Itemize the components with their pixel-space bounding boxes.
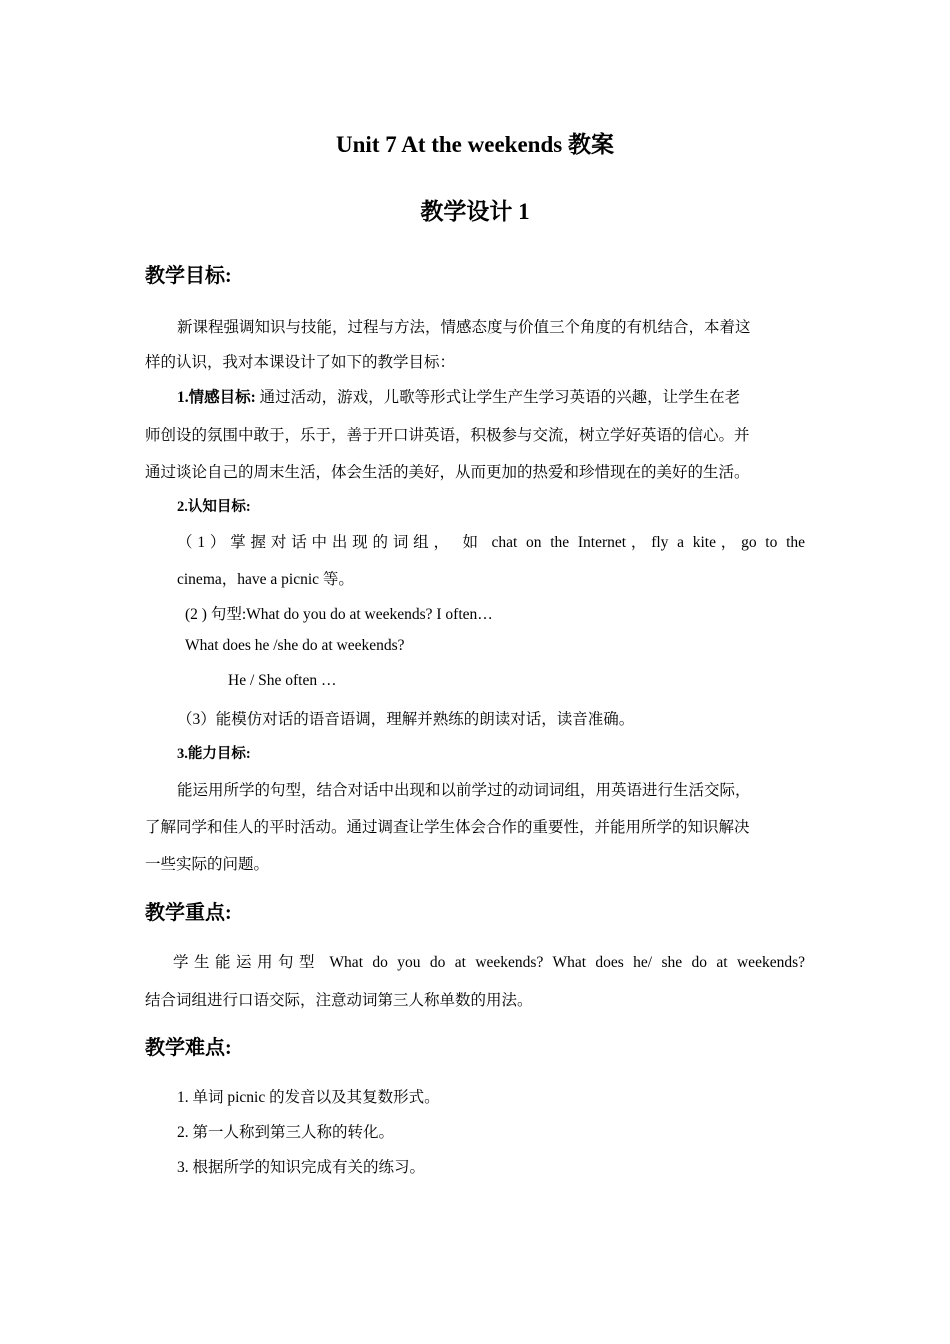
goal2-item1-line1: （1）掌握对话中出现的词组， 如 chat on the Internet，fly a kite，go to the [177, 534, 805, 551]
paragraph-line: cinema，have a picnic 等。 [177, 571, 354, 588]
list-item: 2. 第一人称到第三人称的转化。 [177, 1124, 395, 1141]
paragraph-line: 了解同学和佳人的平时活动。通过调查让学生体会合作的重要性，并能用所学的知识解决 [145, 819, 750, 836]
goal1-label: 1.情感目标: [177, 389, 256, 406]
paragraph-line: 能运用所学的句型，结合对话中出现和以前学过的动词词组，用英语进行生活交际， [177, 782, 751, 799]
paragraph-line [173, 950, 805, 972]
paragraph-line: （3）能模仿对话的语音语调，理解并熟练的朗读对话，读音准确。 [177, 711, 635, 728]
paragraph-line [177, 530, 805, 552]
goal2-label: 2.认知目标: [177, 499, 251, 515]
section-heading-objectives: 教学目标: [145, 265, 232, 287]
paragraph-line: 一些实际的问题。 [145, 856, 270, 873]
paragraph-line: What does he /she do at weekends? [185, 637, 405, 654]
key-points-line1: 学生能运用句型 What do you do at weekends? What does he/ she do at weekends? [173, 954, 805, 971]
list-item: 3. 根据所学的知识完成有关的练习。 [177, 1159, 426, 1176]
paragraph-line: 新课程强调知识与技能，过程与方法，情感态度与价值三个角度的有机结合，本着这 [177, 319, 751, 336]
goal1-text: 通过活动，游戏，儿歌等形式让学生产生学习英语的兴趣，让学生在老 [255, 389, 741, 406]
goal3-label: 3.能力目标: [177, 746, 251, 762]
paragraph-line: 师创设的氛围中敢于，乐于，善于开口讲英语，积极参与交流，树立学好英语的信心。并 [145, 427, 750, 444]
paragraph-line: 样的认识，我对本课设计了如下的教学目标： [145, 354, 456, 371]
paragraph-line: 结合词组进行口语交际，注意动词第三人称单数的用法。 [145, 992, 533, 1009]
section-heading-difficulties: 教学难点: [145, 1037, 232, 1059]
section-heading-key-points: 教学重点: [145, 902, 232, 924]
document-subtitle: 教学设计 1 [420, 199, 530, 224]
paragraph-line: 通过谈论自己的周末生活，体会生活的美好，从而更加的热爱和珍惜现在的美好的生活。 [145, 464, 750, 481]
goal1-line [177, 385, 740, 407]
paragraph-line: He / She often … [228, 672, 337, 689]
list-item: 1. 单词 picnic 的发音以及其复数形式。 [177, 1089, 440, 1106]
paragraph-line: (2 ) 句型:What do you do at weekends? I often… [185, 606, 493, 623]
document-title: Unit 7 At the weekends 教案 [336, 132, 614, 157]
